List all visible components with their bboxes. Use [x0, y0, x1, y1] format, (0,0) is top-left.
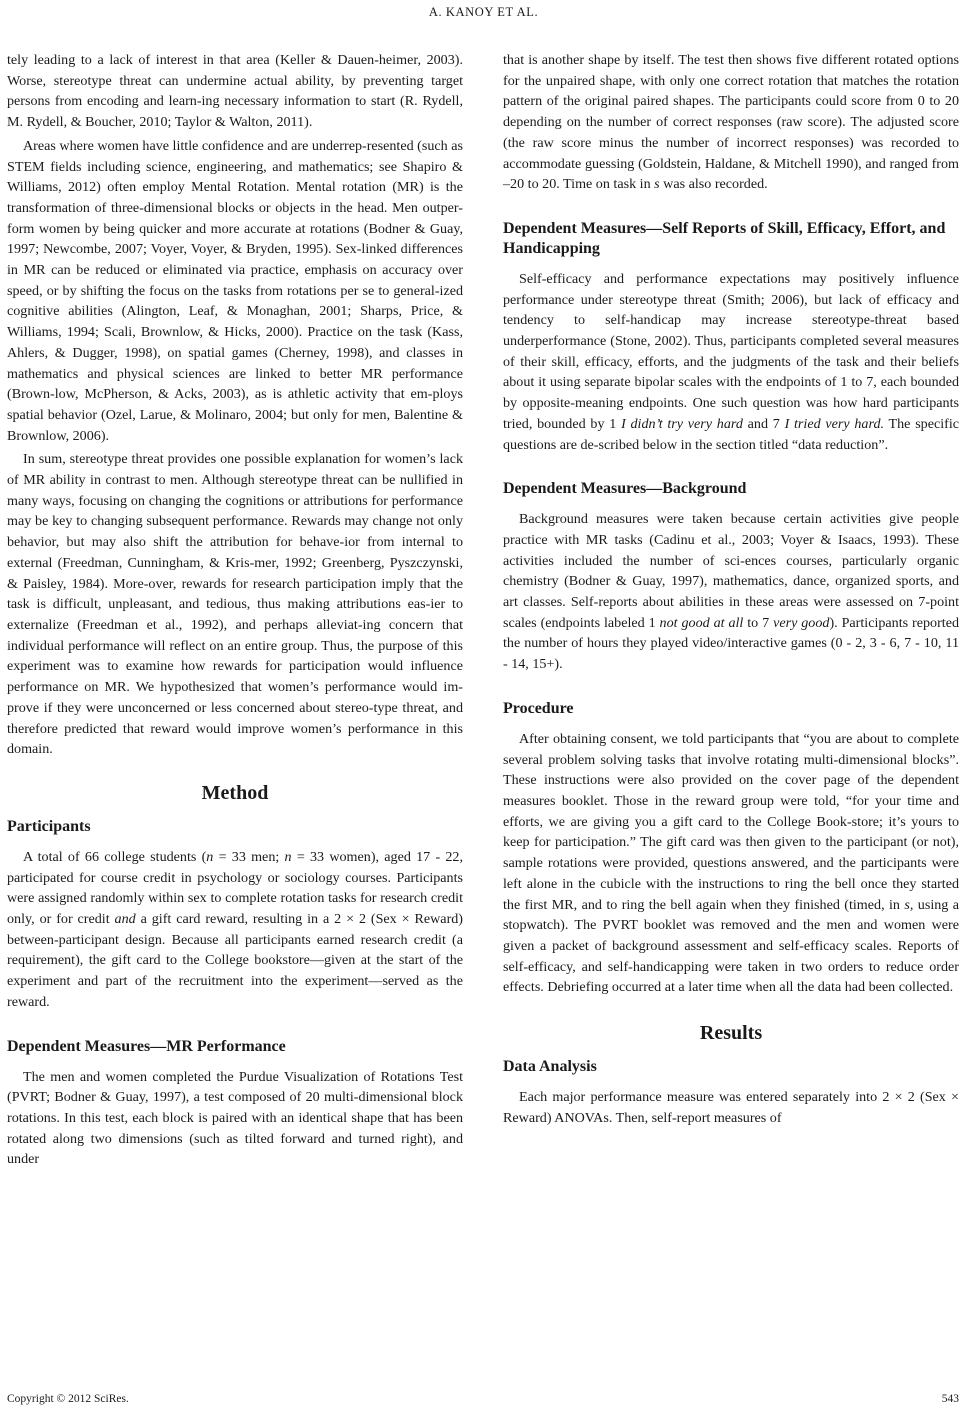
participants-heading: Participants [7, 817, 91, 835]
copyright-footer: Copyright © 2012 SciRes. [7, 1393, 129, 1405]
procedure-heading: Procedure [503, 699, 574, 717]
paragraph-mr-continuation: that is another shape by itself. The test then shows five different rotated options for the unpaired shape, with only one correct rotation that matches the rotation pattern of the original paired shapes. The participants could score from 0 to 20 depending on the number of correct responses (raw score). The adjusted score (the raw score minus the number of incorrect responses) was recorded to accommodate guessing (Goldstein, Haldane, & Mitchell 1990), and ranged from –20 to 20. Time on task in s was also recorded. [503, 52, 959, 193]
paragraph-summary: In sum, stereotype threat provides one possible explanation for women’s lack of MR ability in contrast to men. Although stereotype threat can be nullified in many ways, focusing on changing the cognitions or attributions for performance may be key to changing subsequent performance. Rewards may change not only behavior, but may also shift the attribution for behave-ior from internal to external (Freedman, Cunningham, & Kris-mer, 1992; Greenberg, Pyszczynski, & Paisley, 1984). More-over, rewards for research participation imply that the task is difficult, unpleasant, and tedious, thus making attributions eas-ier to externalize (Freedman et al., 1992), and perhaps alleviat-ing concern that individual performance will reflect on an entire group. Thus, the purpose of this experiment was to examine how rewards for participation would influence performance on MR. We hypothesized that women’s performance would im-prove if they were unconcerned or less concerned about stereo-type threat, and therefore predicted that reward would improve women’s performance in this domain. [7, 451, 463, 758]
self-reports-heading: Dependent Measures—Self Reports of Skill, Efficacy, Effort, and Handicapping [503, 219, 946, 257]
left-column [7, 50, 463, 1170]
paragraph-self-reports: Self-efficacy and performance expectations may positively influence performance under stereotype threat (Smith; 2006), but lack of efficacy and tendency to self-handicap may increase stereotype-threat based underperformance (Stone, 2002). Thus, participants completed several measures of their skill, efficacy, efforts, and the judgments of the task and their beliefs about it using separate bipolar scales with the endpoints of 1 to 7, each bounded by opposite-meaning endpoints. One such question was how hard participants tried, bounded by 1 I didn’t try very hard and 7 I tried very hard. The specific questions are de-scribed below in the section titled “data reduction”. [503, 270, 960, 453]
paragraph-mental-rotation: Areas where women have little confidence and are underrep-resented (such as STEM fields including science, engineering, and mathematics; see Shapiro & Williams, 2012) often employ Mental Rotation. Mental rotation (MR) is the transformation of three-dimensional blocks or objects in the head. Men outper-form women by being quicker and more accurate at rotations (Bodner & Guay, 1997; Newcombe, 2007; Voyer, Voyer, & Bryden, 1995). Sex-linked differences in MR can be reduced or eliminated via practice, emphasis on accuracy over speed, or by shifting the focus on the tasks from rotations per se to general-ized cognitive abilities (Alington, Leaf, & Monaghan, 2001; Sharps, Price, & Williams, 1994; Scali, Brownlow, & Hicks, 2000). Practice on the task (Kass, Ahlers, & Dugger, 1998), on spatial games (Cherney, 1998), and classes in mathematics and physical sciences are linked to better MR performance (Brown-low, McPherson, & Acks, 2003), as is athletic activity that em-ploys spatial behavior (Ozel, Larue, & Molinaro, 2004; but only for men, Balentine & Brownlow, 2006). [7, 137, 463, 444]
paragraph-background: Background measures were taken because certain activities give people practice with MR tasks (Cadinu et al., 2003; Voyer & Isaacs, 1993). These activities included the number of sci-ences courses, particularly organic chemistry (Bodner & Guay, 1997), mathematics, dance, organized sports, and art classes. Self-reports about abilities in these areas were assessed on 7-point scales (endpoints labeled 1 not good at all to 7 very good). Participants reported the number of hours they played video/interactive games (0 - 2, 3 - 6, 7 - 10, 11 - 14, 15+). [503, 511, 959, 673]
paragraph-participants: A total of 66 college students (n = 33 men; n = 33 women), aged 17 - 22, participated for course credit in psychology or sociology courses. Participants were assigned randomly within sex to complete rotation tasks for research credit only, or for credit and a gift card reward, resulting in a 2 × 2 (Sex × Reward) between-participant design. Because all participants earned research credit (a requirement), the gift card to the College bookstore—given at the start of the experiment and part of the recruitment into the experiment—served as the reward. [7, 848, 463, 1010]
right-column [503, 50, 959, 1128]
background-heading: Dependent Measures—Background [503, 480, 747, 498]
paragraph-mr-performance: The men and women completed the Purdue Visualization of Rotations Test (PVRT; Bodner & Guay, 1997), a test composed of 20 multi-dimensional block rotations. In this test, each block is paired with an identical shape that has been rotated along two dimensions (such as tilted forward and turned right), and under [7, 1068, 463, 1168]
mr-performance-heading: Dependent Measures—MR Performance [7, 1037, 286, 1055]
running-head: A. KANOY ET AL. [428, 5, 539, 19]
page-number: 543 [941, 1393, 959, 1405]
paragraph-data-analysis: Each major performance measure was entered separately into 2 × 2 (Sex × Reward) ANOVAs. Then, self-report measures of [503, 1089, 959, 1126]
method-heading: Method [201, 781, 269, 804]
data-analysis-heading: Data Analysis [503, 1058, 597, 1076]
paragraph-continuation: tely leading to a lack of interest in that area (Keller & Dauen-heimer, 2003). Worse, stereotype threat can undermine actual ability, by preventing target persons from encoding and learn-ing necessary information to start (R. Rydell, M. Rydell, & Boucher, 2010; Taylor & Walton, 2011). [7, 52, 463, 131]
paragraph-procedure: After obtaining consent, we told participants that “you are about to complete several problem solving tasks that involve rotating multi-dimensional blocks”. These instructions were also provided on the cover page of the dependent measures booklet. Those in the reward group were told, “for your time and efforts, we are giving you a gift card to the College Book-store; it’s yours to keep for participation.” The gift card was then given to the participant (or not), sample rotations were provided, questions answered, and the participants were left alone in the cubicle with the instructions to ring the bell once they started the first MR, and to ring the bell again when they finished (timed, in s, using a stopwatch). The PVRT booklet was removed and the men and women were given a packet of background assessment and self-efficacy scales. Reports of self-efficacy, and self-handicapping were taken in two orders to reduce order effects. Debriefing occurred at a later time when all the data had been collected. [503, 730, 959, 996]
results-heading: Results [699, 1022, 763, 1045]
